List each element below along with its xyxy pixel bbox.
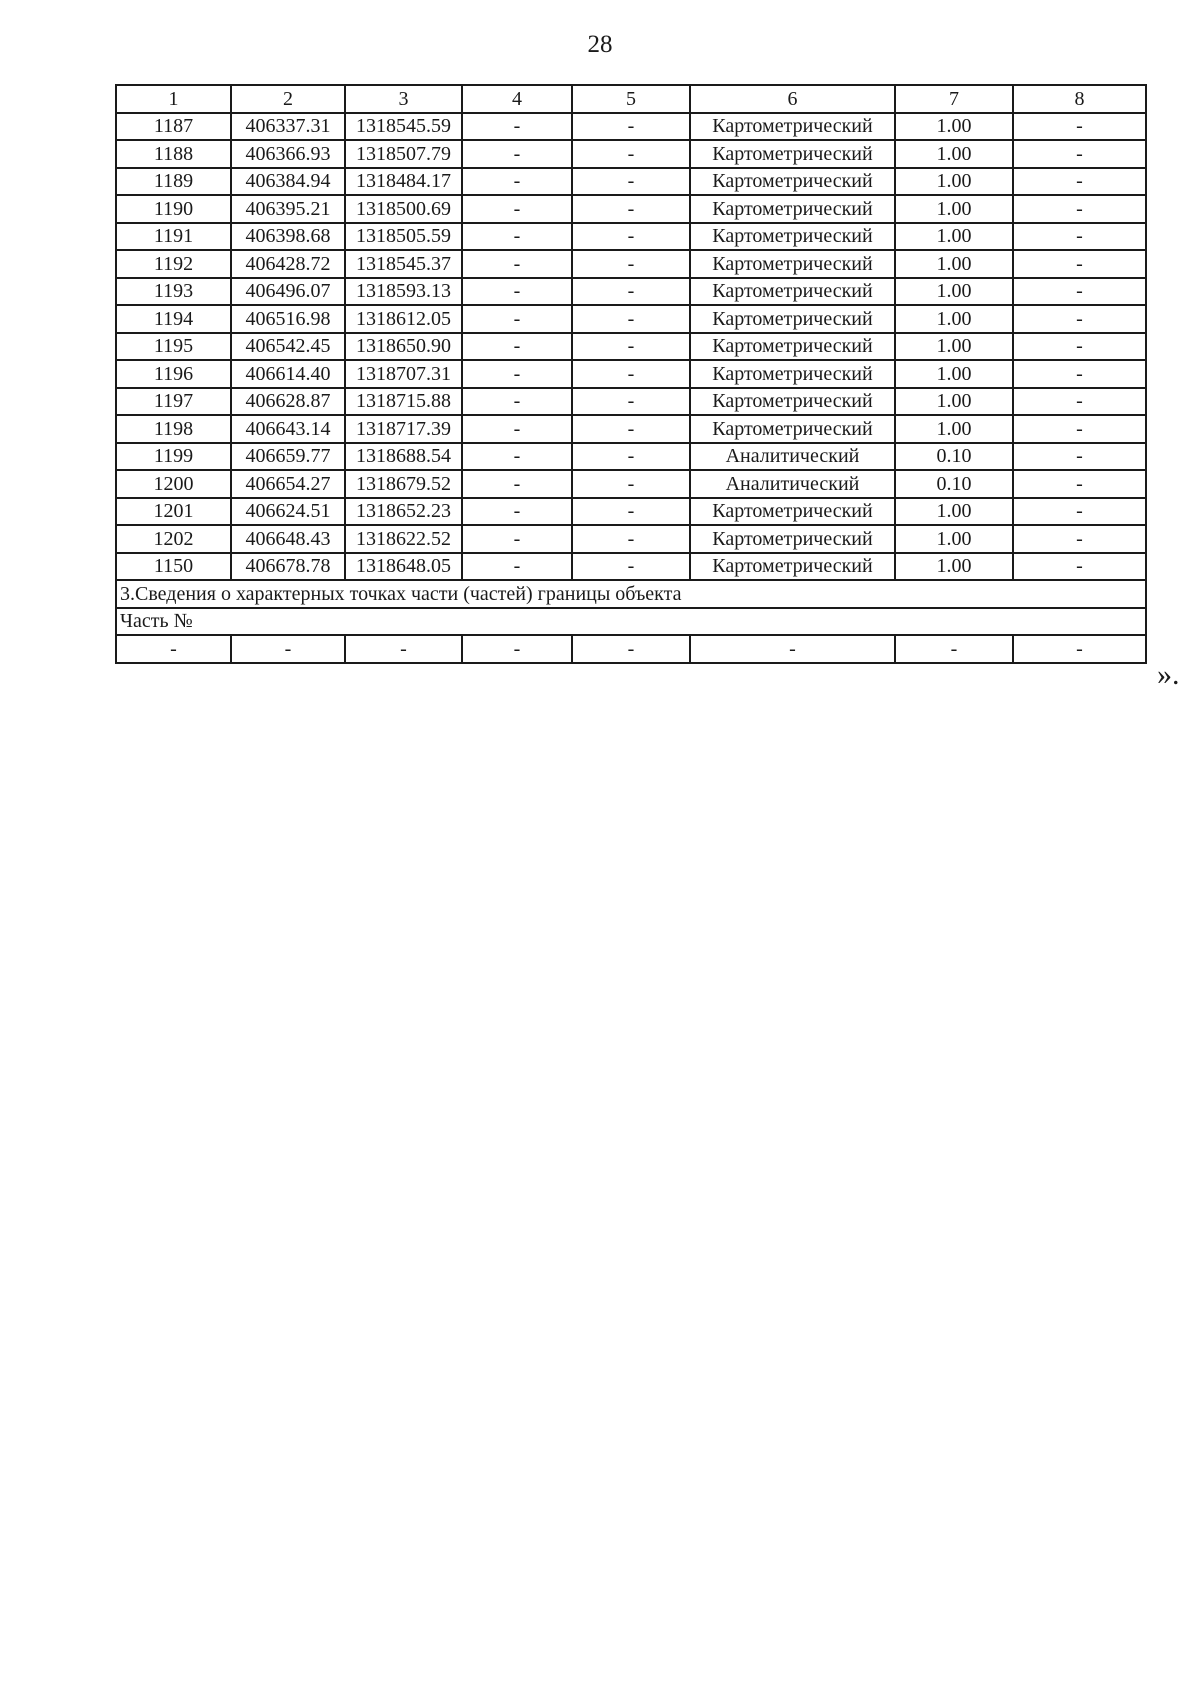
table-cell: 1.00: [895, 553, 1013, 581]
table-cell: Картометрический: [690, 498, 895, 526]
table-cell: 8: [1013, 85, 1146, 113]
table-cell: 1.00: [895, 415, 1013, 443]
part-label-row-text: Часть №: [116, 608, 1146, 636]
table-row: [116, 168, 1146, 196]
table-row: [116, 388, 1146, 416]
table-row: [116, 250, 1146, 278]
table-cell: 406542.45: [231, 333, 345, 361]
table-cell: 6: [690, 85, 895, 113]
table-cell: -: [572, 333, 690, 361]
table-cell: -: [572, 443, 690, 471]
table-cell: -: [1013, 168, 1146, 196]
table-cell: 1195: [116, 333, 231, 361]
table-row: [116, 305, 1146, 333]
table-cell: -: [572, 415, 690, 443]
table-body: [116, 85, 1146, 663]
table-cell: 1.00: [895, 525, 1013, 553]
table-cell: -: [1013, 388, 1146, 416]
table-cell: -: [462, 168, 572, 196]
table-cell: -: [572, 168, 690, 196]
table-cell: 1.00: [895, 113, 1013, 141]
table-row: [116, 333, 1146, 361]
table-cell: Картометрический: [690, 415, 895, 443]
table-cell: -: [462, 635, 572, 663]
table-cell: -: [462, 498, 572, 526]
table-cell: 1198: [116, 415, 231, 443]
table-cell: -: [1013, 525, 1146, 553]
table-cell: 1192: [116, 250, 231, 278]
table-cell: 406366.93: [231, 140, 345, 168]
table-cell: 406496.07: [231, 278, 345, 306]
table-cell: 406628.87: [231, 388, 345, 416]
table-cell: Картометрический: [690, 140, 895, 168]
table-cell: Картометрический: [690, 223, 895, 251]
table-cell: -: [345, 635, 462, 663]
table-cell: -: [462, 525, 572, 553]
table-row: [116, 525, 1146, 553]
table-cell: -: [572, 525, 690, 553]
table-cell: -: [572, 223, 690, 251]
table-cell: -: [572, 498, 690, 526]
table-cell: -: [462, 195, 572, 223]
table-cell: 1.00: [895, 498, 1013, 526]
table-cell: -: [462, 278, 572, 306]
table-row: [116, 553, 1146, 581]
table-cell: -: [462, 360, 572, 388]
table-cell: 406648.43: [231, 525, 345, 553]
table-cell: 1.00: [895, 360, 1013, 388]
table-cell: 1193: [116, 278, 231, 306]
table-cell: 406384.94: [231, 168, 345, 196]
part-label-row: [116, 608, 1146, 636]
table-cell: 1318545.37: [345, 250, 462, 278]
table-cell: -: [1013, 278, 1146, 306]
table-cell: 1.00: [895, 223, 1013, 251]
table-cell: Картометрический: [690, 333, 895, 361]
table-cell: -: [462, 333, 572, 361]
table-cell: 1201: [116, 498, 231, 526]
table-cell: 1318484.17: [345, 168, 462, 196]
table-row: [116, 223, 1146, 251]
table-cell: 1.00: [895, 140, 1013, 168]
table-cell: 406398.68: [231, 223, 345, 251]
table-cell: 1200: [116, 470, 231, 498]
table-cell: -: [572, 305, 690, 333]
table-row: [116, 470, 1146, 498]
table-cell: Картометрический: [690, 113, 895, 141]
section-title-row: [116, 580, 1146, 608]
table-cell: 1190: [116, 195, 231, 223]
table-cell: -: [1013, 305, 1146, 333]
table-cell: 1.00: [895, 278, 1013, 306]
page-number: 28: [587, 31, 613, 58]
table-cell: 1318717.39: [345, 415, 462, 443]
table-cell: -: [462, 140, 572, 168]
table-cell: 1318593.13: [345, 278, 462, 306]
table-row: [116, 140, 1146, 168]
table-cell: 2: [231, 85, 345, 113]
table-cell: 406624.51: [231, 498, 345, 526]
table-cell: 1187: [116, 113, 231, 141]
table-cell: -: [572, 635, 690, 663]
table-cell: -: [572, 470, 690, 498]
table-cell: 406643.14: [231, 415, 345, 443]
table-cell: -: [690, 635, 895, 663]
boundary-points-table: [115, 84, 1147, 664]
table-cell: 1318500.69: [345, 195, 462, 223]
table-cell: 1318707.31: [345, 360, 462, 388]
table-cell: -: [462, 443, 572, 471]
table-cell: Картометрический: [690, 553, 895, 581]
table-cell: -: [572, 195, 690, 223]
section-title-row-text: 3.Сведения о характерных точках части (частей) границы объекта: [116, 580, 1146, 608]
table-cell: 1318652.23: [345, 498, 462, 526]
table-cell: -: [895, 635, 1013, 663]
table-cell: -: [462, 388, 572, 416]
table-cell: -: [462, 470, 572, 498]
table-cell: -: [1013, 333, 1146, 361]
table-cell: 1: [116, 85, 231, 113]
table-cell: Картометрический: [690, 278, 895, 306]
table-cell: Аналитический: [690, 443, 895, 471]
table-row: [116, 360, 1146, 388]
table-row: [116, 278, 1146, 306]
table-cell: -: [1013, 635, 1146, 663]
table-cell: 1318545.59: [345, 113, 462, 141]
table-row: [116, 195, 1146, 223]
table-cell: -: [572, 113, 690, 141]
table-cell: -: [572, 250, 690, 278]
table-cell: 5: [572, 85, 690, 113]
table-cell: -: [572, 553, 690, 581]
table-cell: 406395.21: [231, 195, 345, 223]
table-cell: 1194: [116, 305, 231, 333]
table-row-empty: [116, 635, 1146, 663]
table-cell: -: [1013, 360, 1146, 388]
table-row: [116, 498, 1146, 526]
table-cell: -: [572, 140, 690, 168]
table-cell: -: [572, 388, 690, 416]
table-cell: -: [1013, 250, 1146, 278]
table-cell: 1.00: [895, 168, 1013, 196]
table-cell: -: [1013, 498, 1146, 526]
table-cell: 1318507.79: [345, 140, 462, 168]
table-cell: 406337.31: [231, 113, 345, 141]
table-cell: -: [462, 250, 572, 278]
table-cell: Картометрический: [690, 250, 895, 278]
table-cell: 1188: [116, 140, 231, 168]
table-row: [116, 113, 1146, 141]
table-cell: 4: [462, 85, 572, 113]
table-cell: 406428.72: [231, 250, 345, 278]
table-cell: Картометрический: [690, 525, 895, 553]
table-cell: -: [462, 553, 572, 581]
table-cell: 1318612.05: [345, 305, 462, 333]
table-cell: -: [572, 360, 690, 388]
table-cell: Картометрический: [690, 305, 895, 333]
closing-quote: ».: [1157, 658, 1180, 691]
table-cell: 1199: [116, 443, 231, 471]
table-row: [116, 415, 1146, 443]
table-cell: 1318715.88: [345, 388, 462, 416]
table-cell: 1318648.05: [345, 553, 462, 581]
table-cell: Аналитический: [690, 470, 895, 498]
table-cell: -: [1013, 443, 1146, 471]
table-cell: 1318679.52: [345, 470, 462, 498]
table-cell: Картометрический: [690, 388, 895, 416]
table-cell: 1150: [116, 553, 231, 581]
table-cell: 1318688.54: [345, 443, 462, 471]
table-cell: -: [1013, 223, 1146, 251]
table-cell: -: [1013, 553, 1146, 581]
table-cell: -: [462, 223, 572, 251]
table-cell: Картометрический: [690, 168, 895, 196]
table-cell: 1.00: [895, 388, 1013, 416]
table-cell: 406614.40: [231, 360, 345, 388]
table-row: [116, 443, 1146, 471]
table-cell: 7: [895, 85, 1013, 113]
table-cell: 1318650.90: [345, 333, 462, 361]
table-cell: -: [462, 113, 572, 141]
table-cell: 406516.98: [231, 305, 345, 333]
table-cell: 1.00: [895, 195, 1013, 223]
table-cell: 0.10: [895, 470, 1013, 498]
table-cell: -: [1013, 113, 1146, 141]
table-cell: -: [572, 278, 690, 306]
table-cell: 1.00: [895, 333, 1013, 361]
table-cell: 406678.78: [231, 553, 345, 581]
table-cell: 1197: [116, 388, 231, 416]
table-cell: 0.10: [895, 443, 1013, 471]
table-cell: 1202: [116, 525, 231, 553]
table-cell: 406654.27: [231, 470, 345, 498]
table-cell: Картометрический: [690, 360, 895, 388]
table-header-row: [116, 85, 1146, 113]
table-cell: 1191: [116, 223, 231, 251]
table-cell: 1318505.59: [345, 223, 462, 251]
table-cell: -: [462, 305, 572, 333]
table-cell: Картометрический: [690, 195, 895, 223]
table-cell: 1196: [116, 360, 231, 388]
table-cell: -: [1013, 140, 1146, 168]
table-cell: -: [1013, 195, 1146, 223]
table-cell: -: [1013, 470, 1146, 498]
table-cell: -: [116, 635, 231, 663]
table-cell: -: [462, 415, 572, 443]
table-cell: 1.00: [895, 305, 1013, 333]
table-cell: 1318622.52: [345, 525, 462, 553]
table-cell: 1189: [116, 168, 231, 196]
table-cell: -: [1013, 415, 1146, 443]
table-cell: 406659.77: [231, 443, 345, 471]
table-cell: 1.00: [895, 250, 1013, 278]
table-cell: -: [231, 635, 345, 663]
table-cell: 3: [345, 85, 462, 113]
